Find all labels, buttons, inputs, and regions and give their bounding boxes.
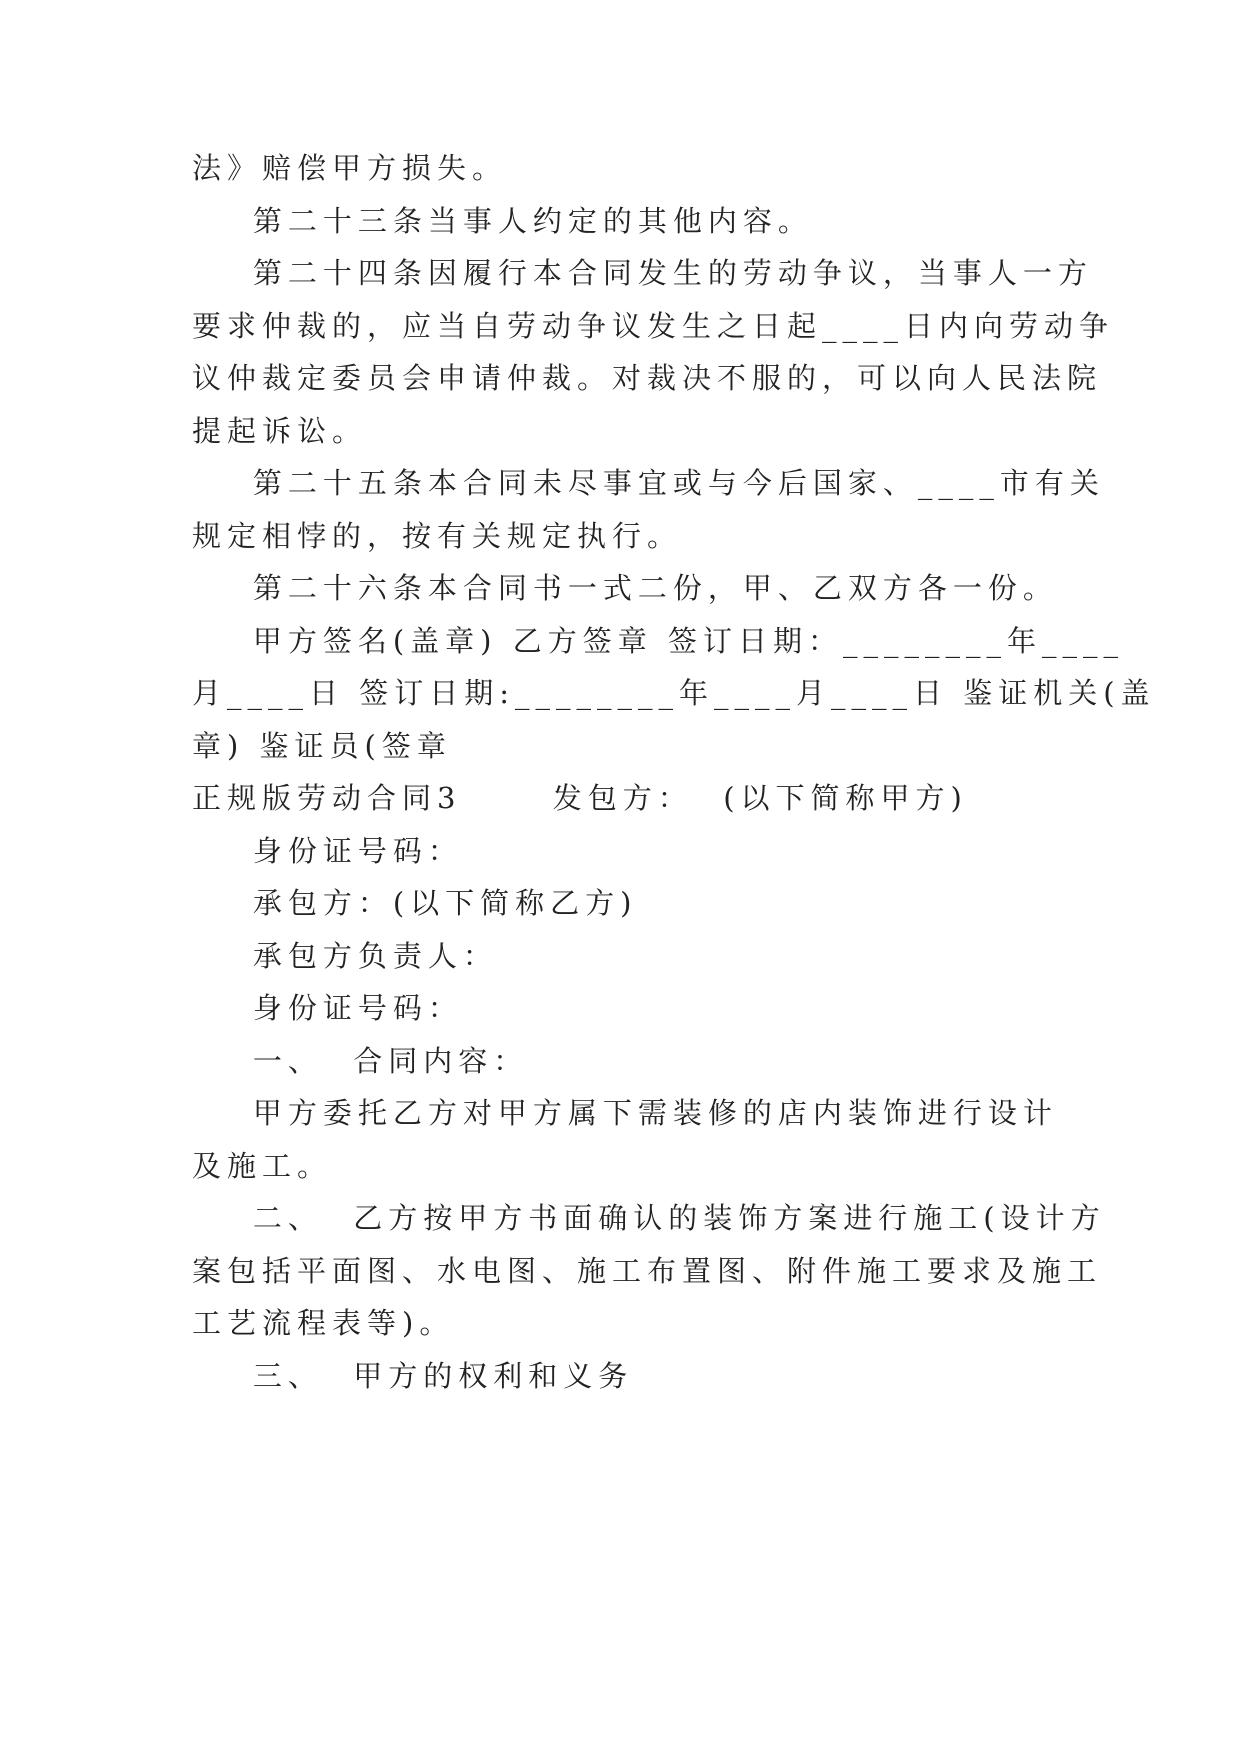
text-line: 甲方委托乙方对甲方属下需装修的店内装饰进行设计: [192, 1096, 1058, 1130]
text-line: 第二十六条本合同书一式二份，甲、乙双方各一份。: [192, 571, 1058, 605]
text-line: 身份证号码：: [192, 991, 463, 1025]
text-line: 身份证号码：: [192, 834, 463, 868]
text-line: 提起诉讼。: [192, 414, 368, 448]
text-line: 第二十四条因履行本合同发生的劳动争议，当事人一方: [192, 256, 1093, 290]
text-line: 要求仲裁的，应当自劳动争议发生之日起____日内向劳动争: [192, 309, 1115, 343]
text-line: 甲方签名(盖章) 乙方签章 签订日期：________年____: [192, 624, 1124, 658]
text-line: 及施工。: [192, 1149, 333, 1183]
text-line: 承包方：(以下简称乙方): [192, 886, 638, 920]
text-line: 二、 乙方按甲方书面确认的装饰方案进行施工(设计方: [192, 1201, 1106, 1235]
text-line: 第二十三条当事人约定的其他内容。: [192, 204, 813, 238]
text-line: 第二十五条本合同未尽事宜或与今后国家、____市有关: [192, 466, 1105, 500]
text-line: 章) 鉴证员(签章: [192, 729, 452, 763]
text-line: 三、 甲方的权利和义务: [192, 1359, 634, 1393]
text-line: 规定相悖的，按有关规定执行。: [192, 519, 683, 553]
text-line: 工艺流程表等)。: [192, 1306, 455, 1340]
text-line: 正规版劳动合同3 发包方： (以下简称甲方): [192, 781, 968, 815]
text-line: 案包括平面图、水电图、施工布置图、附件施工要求及施工: [192, 1254, 1103, 1288]
text-line: 法》赔偿甲方损失。: [192, 151, 508, 185]
text-line: 承包方负责人：: [192, 939, 498, 973]
text-line: 一、 合同内容：: [192, 1044, 529, 1078]
text-line: 议仲裁定委员会申请仲裁。对裁决不服的，可以向人民法院: [192, 361, 1103, 395]
text-line: 月____日 签订日期:________年____月____日 鉴证机关(盖: [192, 676, 1156, 710]
